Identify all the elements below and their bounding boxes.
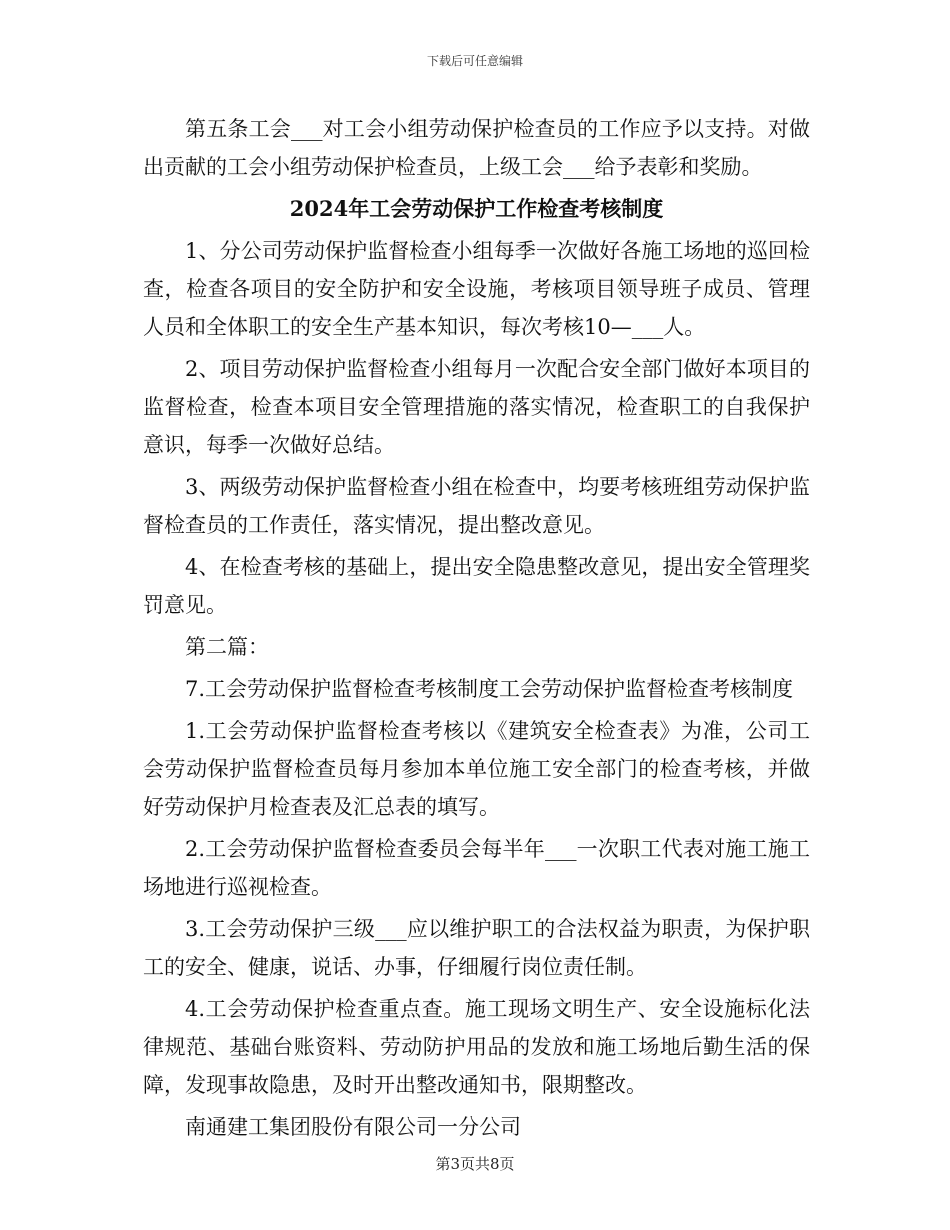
page-header-note: 下载后可任意编辑	[426, 54, 523, 68]
paragraph-article-5: 第五条工会___对工会小组劳动保护检查员的工作应予以支持。对做出贡献的工会小组劳动保护检查员，上级工会___给予表彰和奖励。	[143, 117, 810, 179]
paragraph-1: 1、分公司劳动保护监督检查小组每季一次做好各施工场地的巡回检查，检查各项目的安全防护和安全设施，考核项目领导班子成员、管理人员和全体职工的安全生产基本知识，每次考核10—___人。	[143, 239, 810, 339]
document-body	[143, 110, 810, 1150]
company-signature: 南通建工集团股份有限公司一分公司	[185, 1115, 521, 1139]
paragraph-item-3: 3.工会劳动保护三级___应以维护职工的合法权益为职责，为保护职工的安全、健康，说话、办事，仔细履行岗位责任制。	[143, 917, 810, 979]
paragraph-3: 3、两级劳动保护监督检查小组在检查中，均要考核班组劳动保护监督检查员的工作责任，落实情况，提出整改意见。	[143, 475, 810, 537]
paragraph-4: 4、在检查考核的基础上，提出安全隐患整改意见，提出安全管理奖罚意见。	[143, 555, 810, 617]
paragraph-item-2: 2.工会劳动保护监督检查委员会每半年___一次职工代表对施工施工场地进行巡视检查。	[143, 837, 810, 899]
paragraph-item-1: 1.工会劳动保护监督检查考核以《建筑安全检查表》为准，公司工会劳动保护监督检查员每月参加本单位施工安全部门的检查考核，并做好劳动保护月检查表及汇总表的填写。	[143, 719, 810, 819]
part-two-heading: 第二篇：	[185, 635, 269, 659]
paragraph-item-4: 4.工会劳动保护检查重点查。施工现场文明生产、安全设施标化法律规范、基础台账资料、劳动防护用品的发放和施工场地后勤生活的保障，发现事故隐患，及时开出整改通知书，限期整改。	[143, 997, 810, 1097]
section-title: 2024年工会劳动保护工作检查考核制度	[289, 196, 664, 221]
paragraph-7-title: 7.工会劳动保护监督检查考核制度工会劳动保护监督检查考核制度	[185, 677, 794, 701]
page-number: 第3页共8页	[435, 1155, 515, 1173]
paragraph-2: 2、项目劳动保护监督检查小组每月一次配合安全部门做好本项目的监督检查，检查本项目安全管理措施的落实情况，检查职工的自我保护意识，每季一次做好总结。	[143, 357, 810, 457]
